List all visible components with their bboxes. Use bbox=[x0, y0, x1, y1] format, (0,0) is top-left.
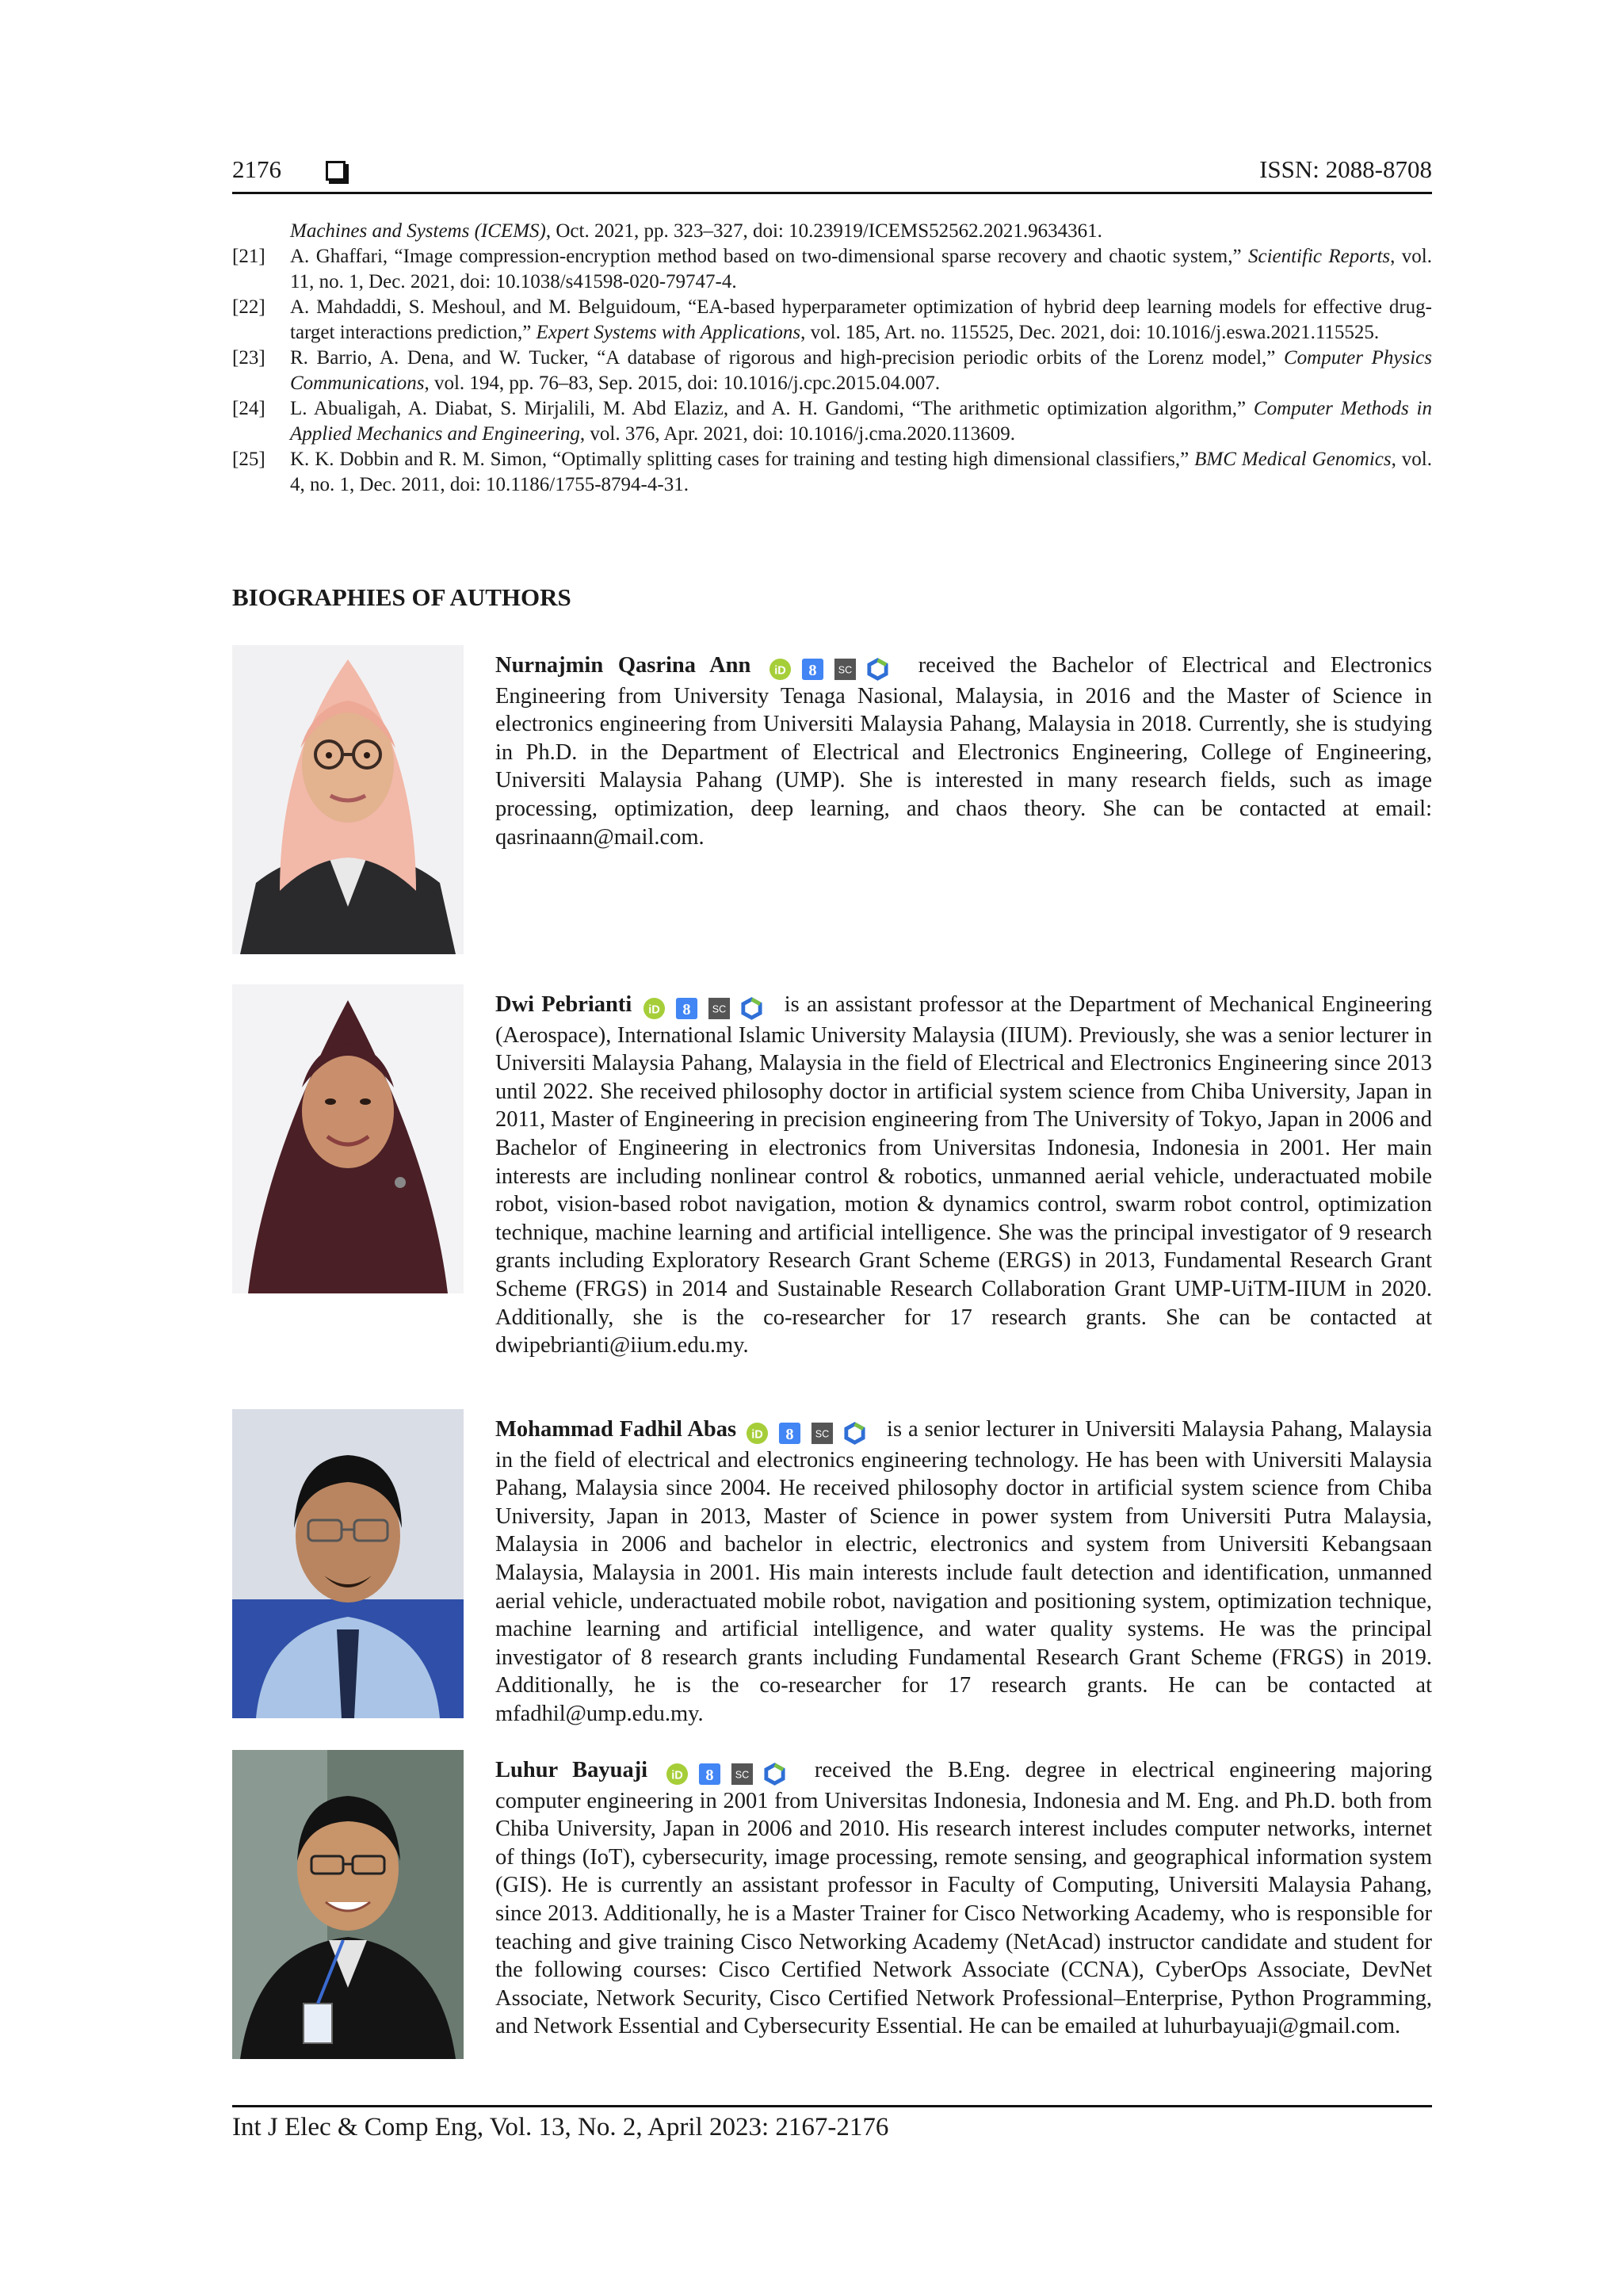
author-bio-text-3 bbox=[495, 1415, 1432, 1729]
reference-number: [22] bbox=[232, 296, 265, 318]
svg-text:8: 8 bbox=[705, 1767, 714, 1785]
svg-text:iD: iD bbox=[670, 1769, 683, 1782]
author-photo-2 bbox=[232, 984, 464, 1293]
author-description-4: received the B.Eng. degree in electrical engineering majoring computer engineering in 2001 from Universitas Indonesia, Indonesia and M. Eng. and Ph.D. both from Chiba University, Japan in 2006 and 2010. His research interest includes computer networks, internet of things (IoT), cybersecurity, image processing, remote sensing, and geographical information system (GIS). He is currently an assistant professor in Faculty of Computing, Universiti Malaysia Pahang, since 2013. Additionally, he is a Master Trainer for Cisco Networking Academy, who is responsible for teaching and give training Cisco Networking Academy (NetAcad) instructor candidate and student for the following courses: Cisco Certified Network Associate (CCNA), CyberOps Associate, DevNet Associate, Network Security, Cisco Certified Network Professional–Enterprise, Python Programming, and Network Essential and Cybersecurity Essential. He can be emailed at luhurbayuaji@gmail.com. bbox=[495, 1758, 1433, 2039]
header-rule bbox=[232, 192, 1432, 194]
reference-segment: , vol. 194, pp. 76–83, Sep. 2015, doi: 10.1016/j.cpc.2015.04.007. bbox=[424, 372, 941, 394]
author-bio-text-4 bbox=[495, 1756, 1432, 2041]
reference-text bbox=[290, 396, 1432, 447]
reference-segment: L. Abualigah, A. Diabat, S. Mirjalili, M. Abd Elaziz, and A. H. Gandomi, “The arithmetic optimization algorithm,” bbox=[290, 398, 1254, 419]
google-scholar-icon[interactable] bbox=[675, 997, 698, 1020]
page-header bbox=[232, 155, 1432, 193]
reference-segment: K. K. Dobbin and R. M. Simon, “Optimally splitting cases for training and testing high dimensional classifiers,” bbox=[290, 449, 1195, 470]
svg-text:iD: iD bbox=[647, 1003, 660, 1017]
author-name-1: Nurnajmin Qasrina Ann bbox=[495, 653, 751, 678]
author-bio-text-2 bbox=[495, 991, 1432, 1360]
publons-icon[interactable] bbox=[843, 1422, 866, 1445]
reference-entry bbox=[232, 346, 1432, 396]
reference-entry bbox=[232, 447, 1432, 498]
author-description-2: is an assistant professor at the Department of Mechanical Engineering (Aerospace), International Islamic University Malaysia (IIUM). Previously, she was a senior lecturer in Universiti Malaysia Pahang, Malaysia in the field of Electrical and Electronics Engineering since 2013 until 2022. She received philosophy doctor in artificial system science from Chiba University, Japan in 2011, Master of Engineering in precision engineering from The University of Tokyo, Japan in 2006 and Bachelor of Engineering in electronics from Universitas Indonesia, Indonesia in 2001. Her main interests are including nonlinear control & robotics, unmanned aerial vehicle, underactuated mobile robot, vision-based robot navigation, motion & dynamics control, swarm robot control, optimization technique, machine learning and artificial intelligence. She was the principal investigator of 9 research grants including Exploratory Research Grant Scheme (ERGS) in 2013, Fundamental Research Grant Scheme (FRGS) in 2014 and Sustainable Research Collaboration Grant UMP-UiTM-IIUM in 2020. Additionally, she is the co-researcher for 17 research grants. She can be contacted at dwipebrianti@iium.edu.my. bbox=[495, 992, 1433, 1358]
author-id-icons-4 bbox=[666, 1759, 796, 1787]
reference-entry bbox=[232, 295, 1432, 346]
svg-text:SC: SC bbox=[735, 1769, 749, 1781]
author-photo-1 bbox=[232, 645, 464, 954]
issn-label: ISSN: 2088-8708 bbox=[1259, 155, 1432, 183]
reference-segment: , vol. 4, no. 1, Dec. 2011, doi: 10.1186/1755-8794-4-31. bbox=[290, 449, 1432, 495]
reference-text bbox=[290, 447, 1432, 498]
orcid-icon[interactable] bbox=[666, 1763, 689, 1786]
author-bio-text-1 bbox=[495, 651, 1432, 851]
reference-venue: Expert Systems with Applications bbox=[536, 322, 801, 343]
reference-text bbox=[290, 346, 1432, 396]
journal-footer: Int J Elec & Comp Eng, Vol. 13, No. 2, April 2023: 2167-2176 bbox=[232, 2113, 889, 2141]
scopus-icon[interactable] bbox=[708, 997, 731, 1020]
author-description-1: received the Bachelor of Electrical and Electronics Engineering from University Tenaga Nasional, Malaysia, in 2016 and the Master of Science in electronics engineering from Universiti Malaysia Pahang, Malaysia in 2018. Currently, she is studying in Ph.D. in the Department of Electrical and Electronics Engineering, College of Engineering, Universiti Malaysia Pahang (UMP). She is interested in many research fields, such as image processing, optimization, deep learning, and chaos theory. She can be contacted at email: qasrinaann@mail.com. bbox=[495, 653, 1433, 850]
reference-number: [25] bbox=[232, 449, 265, 470]
google-scholar-icon[interactable] bbox=[801, 658, 824, 681]
publons-icon[interactable] bbox=[763, 1763, 786, 1786]
author-id-icons-2 bbox=[643, 993, 773, 1022]
reference-venue: BMC Medical Genomics bbox=[1194, 449, 1392, 470]
reference-venue: Computer Physics Communications bbox=[290, 347, 1432, 394]
author-name-2: Dwi Pebrianti bbox=[495, 992, 632, 1017]
reference-segment: , vol. 11, no. 1, Dec. 2021, doi: 10.1038/s41598-020-79747-4. bbox=[290, 246, 1432, 292]
svg-text:8: 8 bbox=[808, 662, 817, 680]
orcid-icon[interactable] bbox=[769, 658, 792, 681]
svg-text:iD: iD bbox=[774, 664, 786, 678]
square-bullet-icon bbox=[326, 161, 346, 181]
orcid-icon[interactable] bbox=[643, 997, 666, 1020]
scopus-icon[interactable] bbox=[731, 1763, 754, 1786]
svg-text:SC: SC bbox=[712, 1003, 726, 1015]
svg-text:iD: iD bbox=[751, 1428, 763, 1442]
reference-venue: Machines and Systems (ICEMS) bbox=[290, 220, 546, 242]
google-scholar-icon[interactable] bbox=[778, 1422, 801, 1445]
reference-entry bbox=[232, 244, 1432, 295]
svg-text:SC: SC bbox=[815, 1428, 830, 1440]
publons-icon[interactable] bbox=[740, 997, 763, 1020]
reference-number: [24] bbox=[232, 398, 265, 419]
author-name-3: Mohammad Fadhil Abas bbox=[495, 1417, 737, 1442]
author-name-4: Luhur Bayuaji bbox=[495, 1758, 648, 1782]
reference-text bbox=[290, 244, 1432, 295]
google-scholar-icon[interactable] bbox=[698, 1763, 721, 1786]
reference-segment: , vol. 185, Art. no. 115525, Dec. 2021, doi: 10.1016/j.eswa.2021.115525. bbox=[800, 322, 1380, 343]
reference-segment: , Oct. 2021, pp. 323–327, doi: 10.23919/ICEMS52562.2021.9634361. bbox=[545, 220, 1102, 242]
author-id-icons-1 bbox=[769, 654, 899, 682]
orcid-icon[interactable] bbox=[746, 1422, 769, 1445]
reference-text bbox=[290, 295, 1432, 346]
scopus-icon[interactable] bbox=[834, 658, 857, 681]
reference-list bbox=[232, 219, 1432, 498]
reference-number: [23] bbox=[232, 347, 265, 369]
reference-entry bbox=[232, 219, 1432, 244]
biographies-heading: BIOGRAPHIES OF AUTHORS bbox=[232, 583, 571, 611]
footer-rule bbox=[232, 2105, 1432, 2107]
reference-entry bbox=[232, 396, 1432, 447]
reference-number bbox=[232, 219, 290, 244]
reference-segment: , vol. 376, Apr. 2021, doi: 10.1016/j.cma.2020.113609. bbox=[579, 423, 1015, 445]
reference-segment: R. Barrio, A. Dena, and W. Tucker, “A database of rigorous and high-precision periodic orbits of the Lorenz model,” bbox=[290, 347, 1284, 369]
reference-segment: A. Ghaffari, “Image compression-encryption method based on two-dimensional sparse recovery and chaotic system,” bbox=[290, 246, 1248, 267]
reference-number: [21] bbox=[232, 246, 265, 267]
reference-venue: Computer Methods in Applied Mechanics and Engineering bbox=[290, 398, 1432, 445]
reference-venue: Scientific Reports bbox=[1247, 246, 1391, 267]
author-description-3: is a senior lecturer in Universiti Malaysia Pahang, Malaysia in the field of electrical and electronics engineering technology. He has been with Universiti Malaysia Pahang, Malaysia since 2004. He received philosophy doctor in artificial system science from Chiba University, Japan in 2013, Master of Science in power system from Universiti Putra Malaysia, Malaysia in 2006 and bachelor in electric, electronics and system from Universiti Kebangsaan Malaysia, Malaysia in 2001. His main interests include fault detection and identification, unmanned aerial vehicle, underactuated mobile robot, navigation and positioning system, optimization technique, machine learning and artificial intelligence, and water quality systems. He was the principal investigator of 8 research grants including Fundamental Research Grant Scheme (FRGS) in 2019. Additionally, he is the co-researcher for 17 research grants. He can be contacted at mfadhil@ump.edu.my. bbox=[495, 1417, 1433, 1726]
publons-icon[interactable] bbox=[866, 658, 889, 681]
svg-text:8: 8 bbox=[682, 1001, 691, 1019]
svg-text:8: 8 bbox=[785, 1426, 794, 1444]
reference-text bbox=[290, 219, 1432, 244]
page-number: 2176 bbox=[232, 155, 281, 183]
reference-segment: A. Mahdaddi, S. Meshoul, and M. Belguidoum, “EA-based hyperparameter optimization of hybrid deep learning models for effective drug-target interactions prediction,” bbox=[290, 296, 1432, 343]
author-photo-3 bbox=[232, 1409, 464, 1718]
scopus-icon[interactable] bbox=[811, 1422, 834, 1445]
author-id-icons-3 bbox=[746, 1418, 876, 1446]
author-photo-4 bbox=[232, 1750, 464, 2059]
svg-text:SC: SC bbox=[838, 664, 853, 676]
